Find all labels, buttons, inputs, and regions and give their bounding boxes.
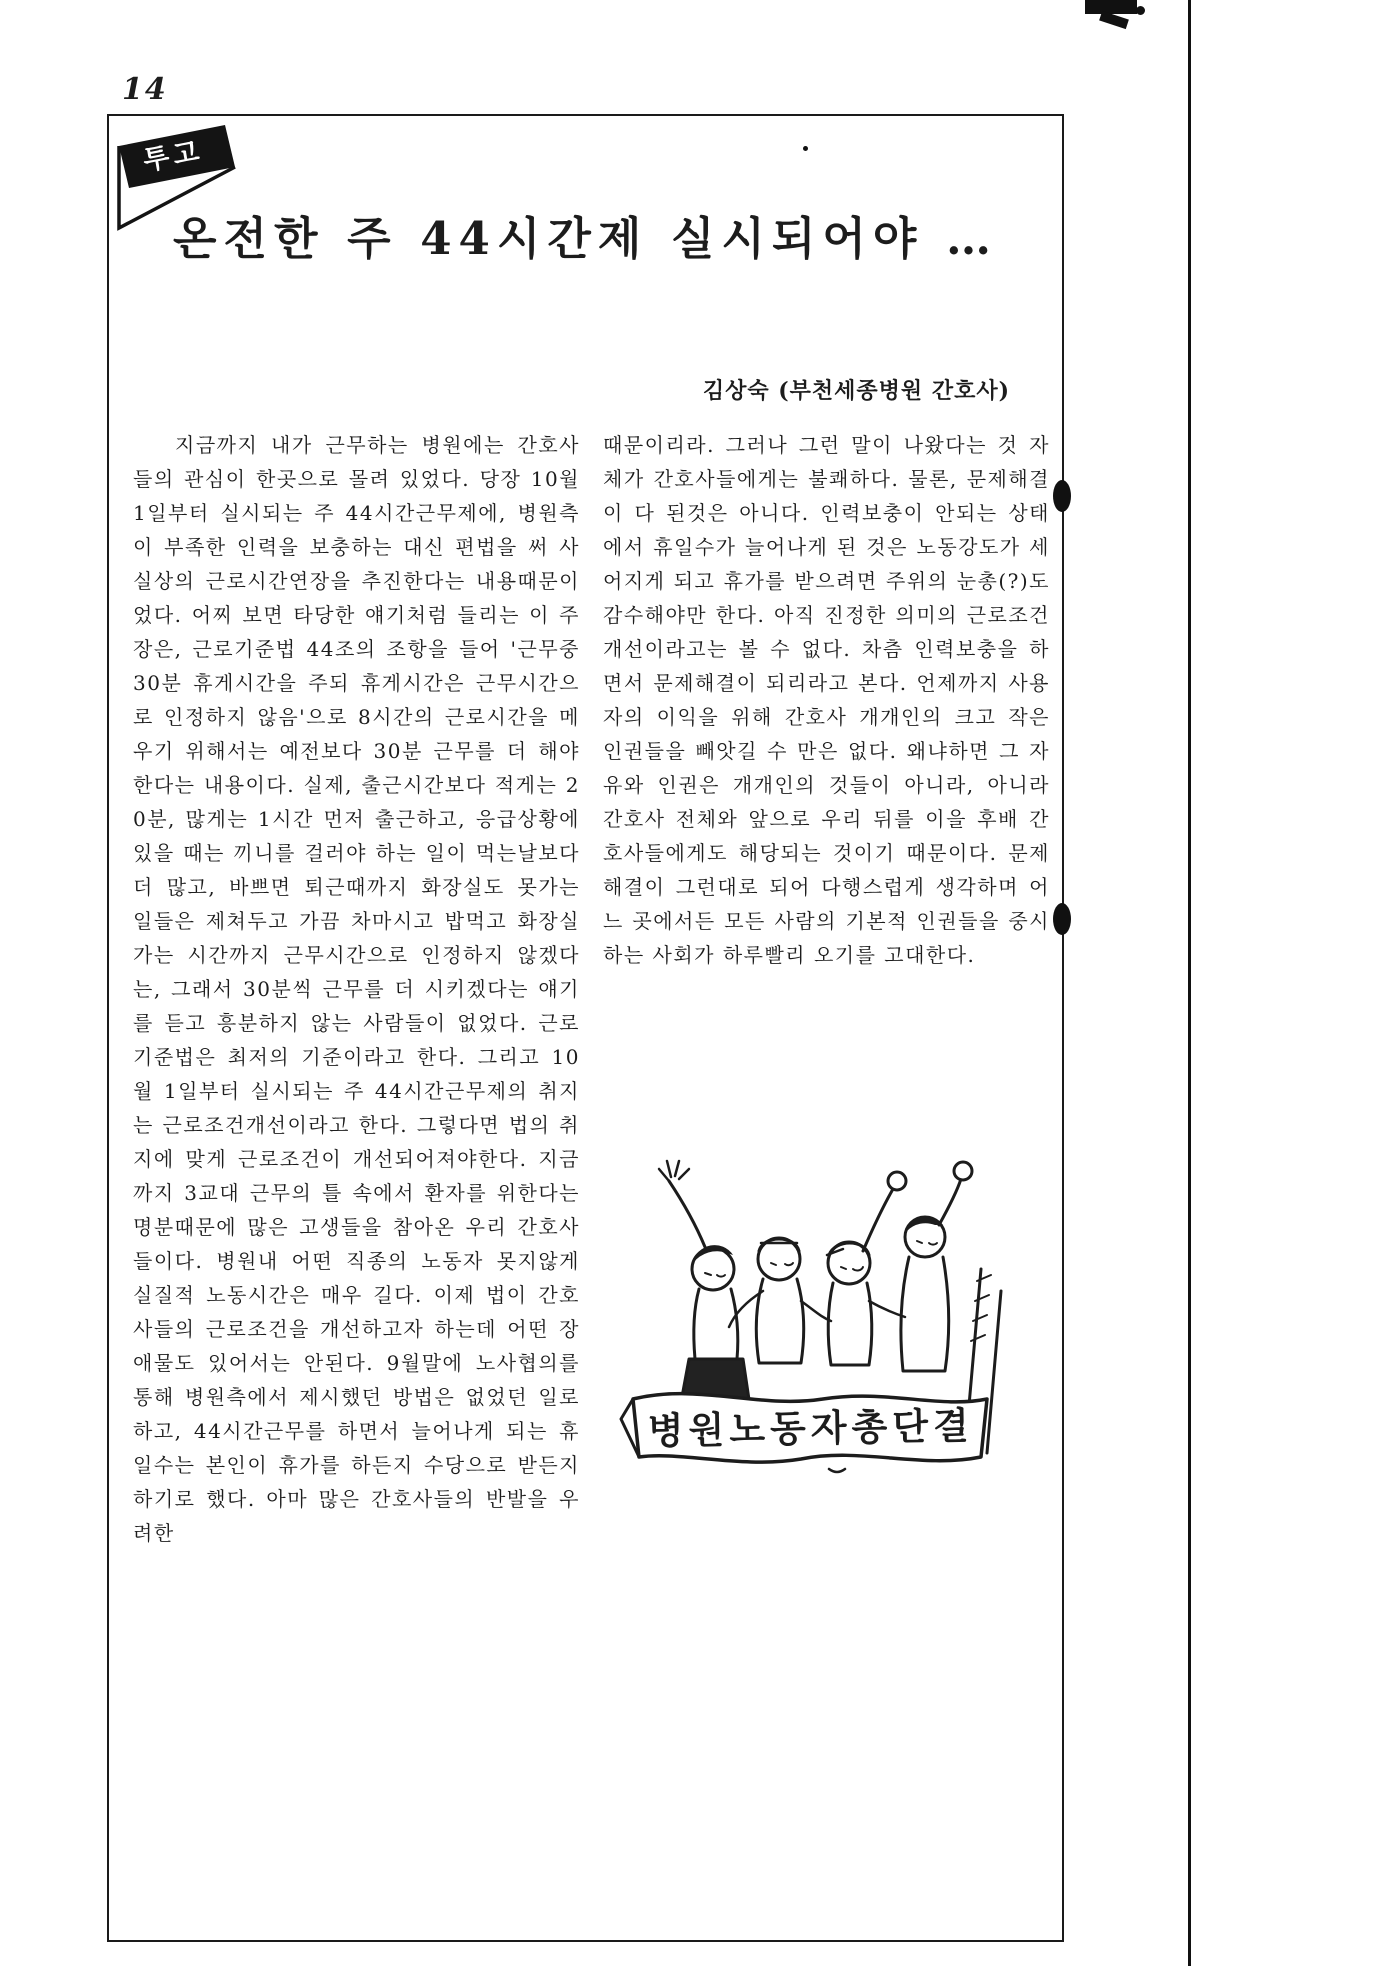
scan-blob [1085,0,1137,14]
punch-hole-mark [1053,480,1071,512]
scan-edge-line [1188,0,1191,1966]
workers-illustration [609,1151,1021,1483]
banner-text: 병원노동자총단결 [647,1403,975,1453]
page-number: 14 [122,72,168,107]
article-frame [107,114,1064,1942]
ink-dot [803,146,808,151]
punch-hole-mark [1053,903,1071,935]
article-left-column: 지금까지 내가 근무하는 병원에는 간호사들의 관심이 한곳으로 몰려 있었다. 당장 10월 1일부터 실시되는 주 44시간근무제에, 병원측이 부족한 인력을 보충하는 대신 편법을 써 사실상의 근로시간연장을 추진한다는 내용때문이었다. 어찌 보면 타당한 얘기처럼 들리는 이 주장은, 근로기준법 44조의 조항을 들어 '근무중 30분 휴게시간을 주되 휴게시간은 근무시간으로 인정하지 않음'으로 8시간의 근로시간을 메우기 위해서는 예전보다 30분 근무를 더 해야한다는 내용이다. 실제, 출근시간보다 적게는 20분, 많게는 1시간 먼저 출근하고, 응급상황에 있을 때는 끼니를 걸러야 하는 일이 먹는날보다 더 많고, 바쁘면 퇴근때까지 화장실도 못가는 일들은 제쳐두고 가끔 차마시고 밥먹고 화장실가는 시간까지 근무시간으로 인정하지 않겠다는, 그래서 30분씩 근무를 더 시키겠다는 얘기를 듣고 흥분하지 않는 사람들이 없었다. 근로기준법은 최저의 기준이라고 한다. 그리고 10월 1일부터 실시되는 주 44시간근무제의 취지는 근로조건개선이라고 한다. 그렇다면 법의 취지에 맞게 근로조건이 개선되어져야한다. 지금까지 3교대 근무의 틀 속에서 환자를 위한다는 명분때문에 많은 고생들을 참아온 우리 간호사들이다. 병원내 어떤 직종의 노동자 못지않게 실질적 노동시간은 매우 길다. 이제 법이 간호사들의 근로조건을 개선하고자 하는데 어떤 장애물도 있어서는 안된다. 9월말에 노사협의를 통해 병원측에서 제시했던 방법은 없었던 일로 하고, 44시간근무를 하면서 늘어나게 되는 휴일수는 본인이 휴가를 하든지 수당으로 받든지 하기로 했다. 아마 많은 간호사들의 반발을 우려한 [133,433,580,1545]
scan-blob [1136,6,1145,15]
workers-illustration-drawing [609,1151,1021,1483]
submission-tag-label: 투고 [140,135,206,177]
article-right-column: 때문이리라. 그러나 그런 말이 나왔다는 것 자체가 간호사들에게는 불쾌하다. 물론, 문제해결이 다 된것은 아니다. 인력보충이 안되는 상태에서 휴일수가 늘어나게 된 것은 노동강도가 세어지게 되고 휴가를 받으려면 주위의 눈총(?)도 감수해야만 한다. 아직 진정한 의미의 근로조건개선이라고는 볼 수 없다. 차츰 인력보충을 하면서 문제해결이 되리라고 본다. 언제까지 사용자의 이익을 위해 간호사 개개인의 크고 작은 인권들을 빼앗길 수 만은 없다. 왜냐하면 그 자유와 인권은 개개인의 것들이 아니라, 아니라 간호사 전체와 앞으로 우리 뒤를 이을 후배 간호사들에게도 해당되는 것이기 때문이다. 문제해결이 그런대로 되어 다행스럽게 생각하며 어느 곳에서든 모든 사람의 기본적 인권들을 중시하는 사회가 하루빨리 오기를 고대한다. [603,433,1050,967]
article-title: 온전한 주 44시간제 실시되어야 … [173,212,998,265]
article-byline: 김상숙 (부천세종병원 간호사) [702,378,1010,404]
